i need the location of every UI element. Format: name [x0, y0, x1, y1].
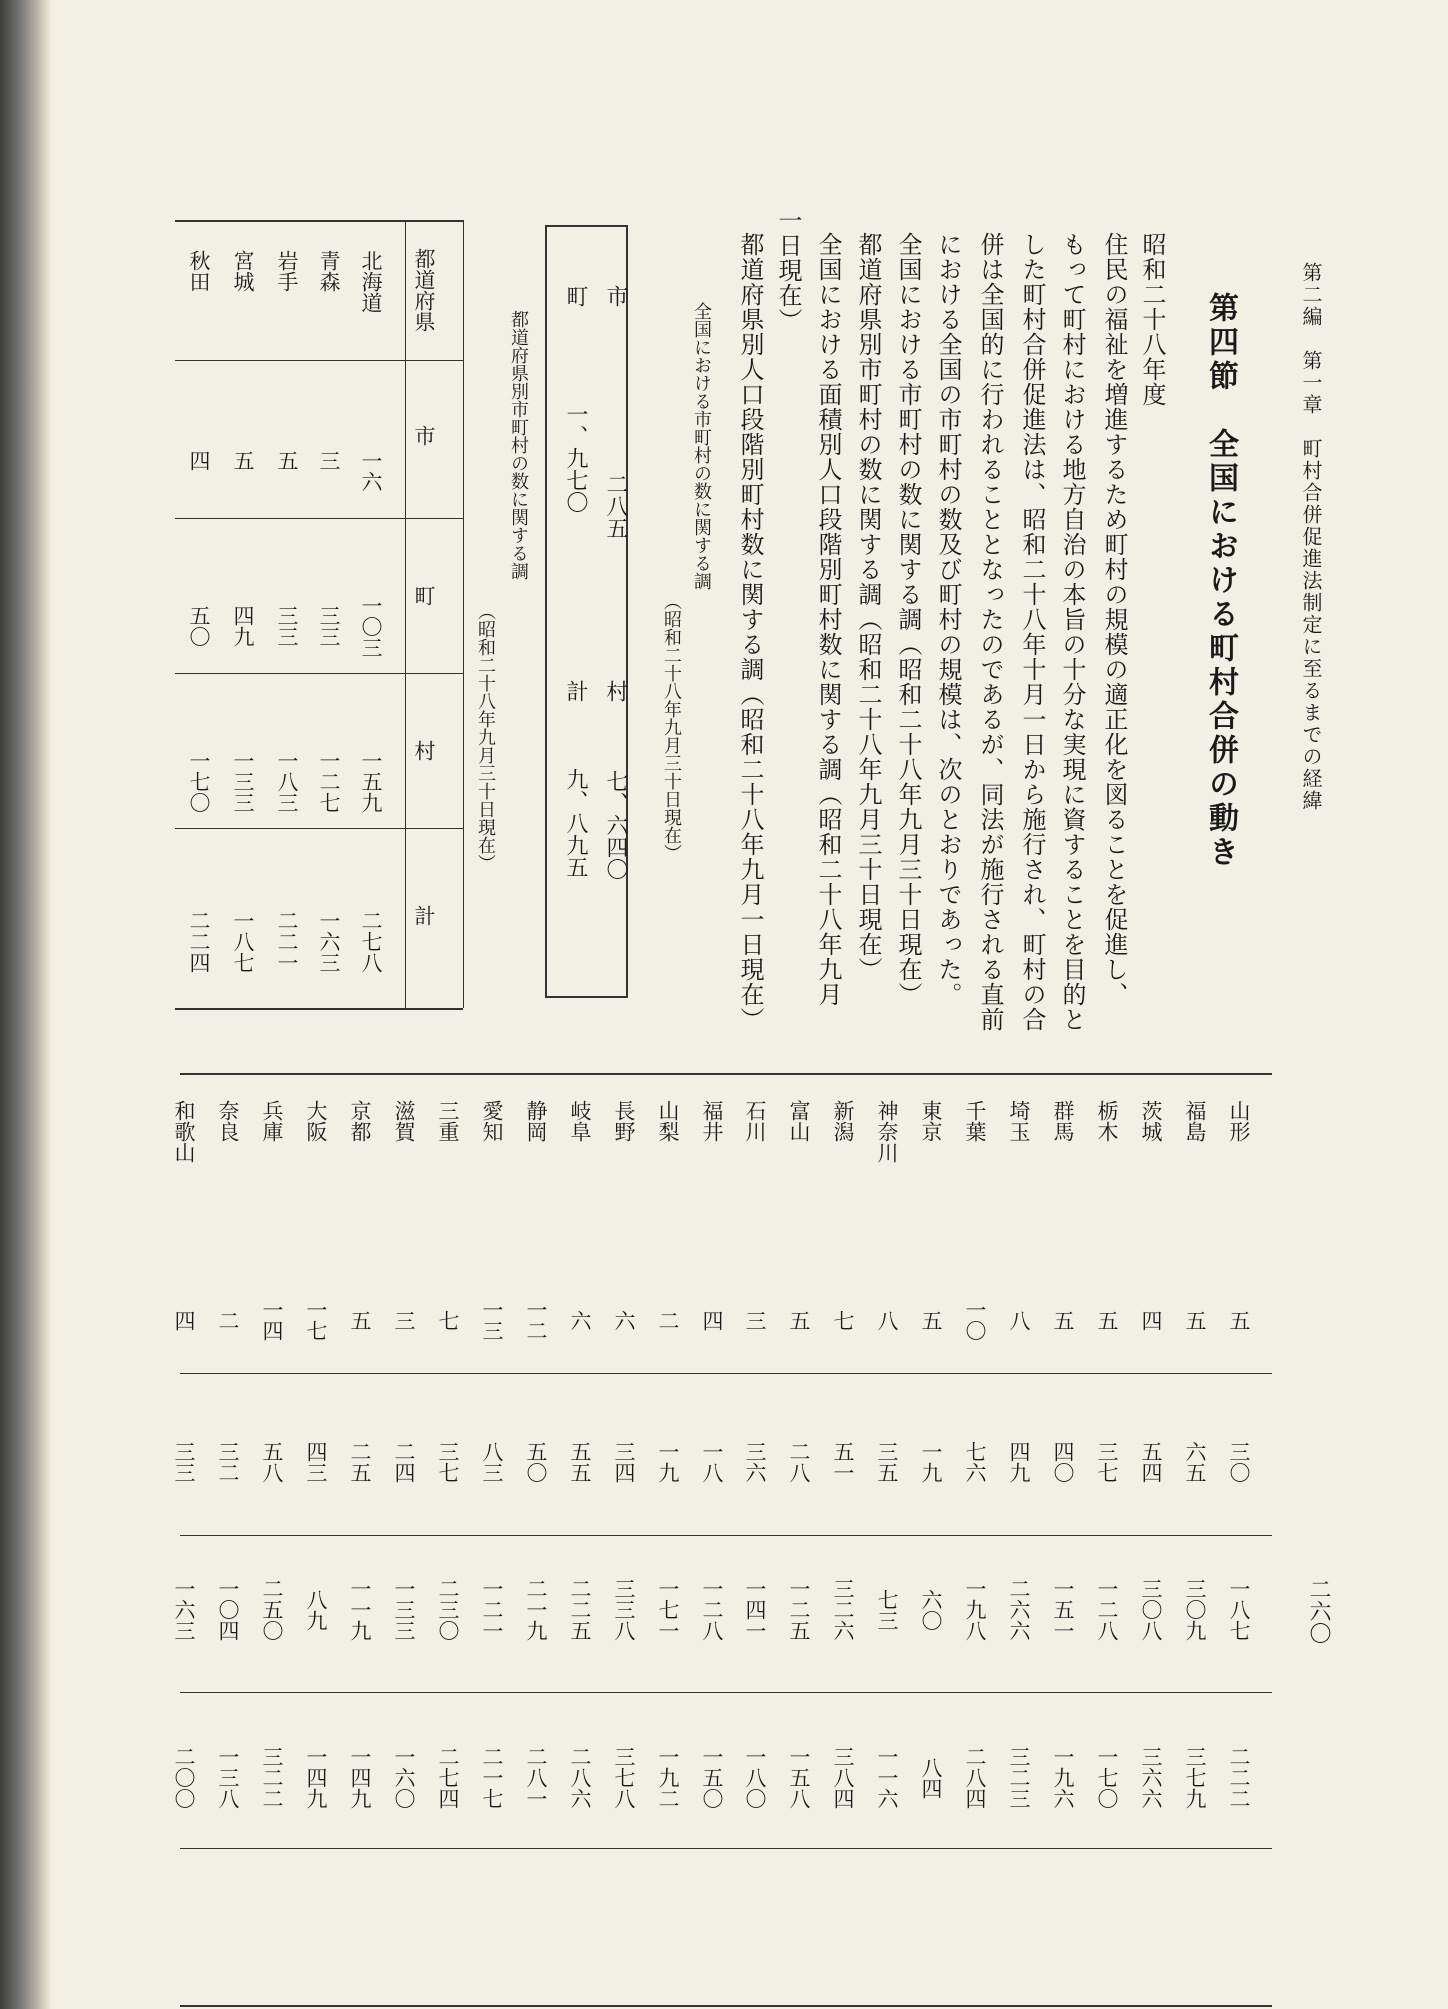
lower-value-cell: 一一九 — [348, 1578, 373, 1641]
lower-value-cell: 一四 — [260, 1299, 285, 1341]
pref-header-divider — [405, 220, 406, 1008]
lower-value-cell: 一三 — [480, 1299, 505, 1341]
lower-pref-name-cell: 岐阜 — [568, 1100, 593, 1142]
lower-value-cell: 四三 — [304, 1441, 329, 1483]
pref-row-rule — [175, 828, 463, 829]
lower-value-cell: 二七四 — [436, 1746, 461, 1809]
pref-value-cell: 一六 — [359, 450, 384, 492]
lower-value-cell: 一五一 — [1051, 1578, 1076, 1641]
pref-row-rule — [175, 360, 463, 361]
lower-value-cell: 二一九 — [524, 1578, 549, 1641]
lower-value-cell: 五八 — [260, 1441, 285, 1483]
lower-value-cell: 二二五 — [568, 1578, 593, 1641]
lower-pref-name-cell: 神奈川 — [875, 1100, 900, 1163]
pref-value-cell: 五 — [275, 450, 300, 471]
lower-value-cell: 七六 — [963, 1441, 988, 1483]
pref-value-cell: 四 — [187, 450, 212, 471]
list-line-3: 全国における面積別人口段階別町村数に関する調（昭和二十八年九月 — [814, 232, 842, 1007]
list-line-2: 都道府県別市町村の数に関する調（昭和二十八年九月三十日現在） — [854, 232, 882, 982]
lower-value-cell: 三七 — [436, 1441, 461, 1483]
book-spine-shadow — [0, 0, 50, 2009]
pref-row-rule — [175, 220, 463, 222]
pref-value-cell: 一〇三 — [359, 595, 384, 658]
lower-value-cell: 五 — [787, 1310, 812, 1331]
lower-row-rule — [180, 1535, 1272, 1536]
lower-value-cell: 一九 — [656, 1441, 681, 1483]
lower-value-cell: 二六六 — [1007, 1578, 1032, 1641]
lower-value-cell: 一二一 — [480, 1578, 505, 1641]
lower-value-cell: 二 — [216, 1310, 241, 1331]
lower-value-cell: 六 — [612, 1310, 637, 1331]
lower-value-cell: 四 — [1139, 1310, 1164, 1331]
lower-pref-name-cell: 石川 — [743, 1100, 768, 1142]
lower-value-cell: 一二五 — [787, 1578, 812, 1641]
lower-row-rule — [180, 1373, 1272, 1374]
list-line-5: 都道府県別人口段階別町村数に関する調（昭和二十八年九月一日現在） — [736, 232, 764, 1032]
lower-value-cell: 一四一 — [743, 1578, 768, 1641]
lower-value-cell: 六五 — [1183, 1441, 1208, 1483]
national-right-rule — [626, 225, 628, 998]
lower-value-cell: 七三 — [875, 1589, 900, 1631]
lower-row-rule — [180, 1692, 1272, 1693]
lower-value-cell: 二八六 — [568, 1746, 593, 1809]
lower-value-cell: 一八 — [700, 1441, 725, 1483]
pref-row-rule — [175, 518, 463, 519]
paragraph-line-2: もって町村における地方自治の本旨の十分な実現に資することを目的と — [1058, 232, 1086, 1032]
pref-value-cell: 二七八 — [359, 910, 384, 973]
lower-value-cell: 三三 — [172, 1441, 197, 1483]
pref-value-cell: 一五九 — [359, 750, 384, 813]
lower-value-cell: 三六 — [743, 1441, 768, 1483]
lower-value-cell: 七 — [436, 1310, 461, 1331]
lower-pref-name-cell: 静岡 — [524, 1100, 549, 1142]
lower-value-cell: 三〇八 — [1139, 1578, 1164, 1641]
page-number: 二六〇 — [1306, 1578, 1331, 1644]
lower-value-cell: 三五 — [875, 1441, 900, 1483]
paragraph-line-1: 住民の福祉を増進するため町村の規模の適正化を図ることを促進し、 — [1100, 232, 1128, 1007]
lower-value-cell: 八九 — [304, 1589, 329, 1631]
pref-value-cell: 一八七 — [231, 910, 256, 973]
lower-row-rule — [180, 1073, 1272, 1075]
pref-row-rule — [175, 1008, 463, 1010]
lower-pref-name-cell: 群馬 — [1051, 1100, 1076, 1142]
lower-value-cell: 三三八 — [612, 1578, 637, 1641]
lower-pref-name-cell: 和歌山 — [172, 1100, 197, 1163]
pref-header-2: 町 — [412, 585, 437, 606]
lower-pref-name-cell: 山形 — [1227, 1100, 1252, 1142]
lower-value-cell: 三四 — [612, 1441, 637, 1483]
lower-value-cell: 二八一 — [524, 1746, 549, 1809]
lower-value-cell: 五 — [1183, 1310, 1208, 1331]
lower-pref-name-cell: 山梨 — [656, 1100, 681, 1142]
lower-value-cell: 四〇 — [1051, 1441, 1076, 1483]
lower-value-cell: 五一 — [831, 1441, 856, 1483]
list-line-4: 一日現在） — [774, 208, 802, 333]
lower-pref-name-cell: 滋賀 — [392, 1100, 417, 1142]
lower-value-cell: 三 — [743, 1310, 768, 1331]
lower-value-cell: 一六三 — [172, 1578, 197, 1641]
pref-name-cell: 秋田 — [187, 250, 212, 292]
lower-value-cell: 五 — [348, 1310, 373, 1331]
lower-value-cell: 二五〇 — [260, 1578, 285, 1641]
lower-value-cell: 三六六 — [1139, 1746, 1164, 1809]
lower-value-cell: 七 — [831, 1310, 856, 1331]
national-top-rule — [547, 225, 627, 227]
lower-pref-name-cell: 福井 — [700, 1100, 725, 1142]
lower-value-cell: 五四 — [1139, 1441, 1164, 1483]
pref-value-cell: 五〇 — [187, 605, 212, 647]
pref-name-cell: 宮城 — [231, 250, 256, 292]
pref-value-cell: 一六三 — [317, 910, 342, 973]
lower-value-cell: 一七一 — [656, 1578, 681, 1641]
national-shi-value: 二八五 — [603, 473, 628, 539]
lower-pref-name-cell: 新潟 — [831, 1100, 856, 1142]
pref-value-cell: 一二七 — [317, 750, 342, 813]
lower-value-cell: 一〇四 — [216, 1578, 241, 1641]
lower-pref-name-cell: 富山 — [787, 1100, 812, 1142]
lower-value-cell: 一三三 — [392, 1578, 417, 1641]
lower-value-cell: 一八〇 — [743, 1746, 768, 1809]
lower-value-cell: 四 — [172, 1310, 197, 1331]
lower-pref-name-cell: 京都 — [348, 1100, 373, 1142]
lower-value-cell: 三二六 — [831, 1578, 856, 1641]
national-son-label: 村 — [603, 680, 628, 702]
lower-value-cell: 五五 — [568, 1441, 593, 1483]
lower-value-cell: 五〇 — [524, 1441, 549, 1483]
lower-value-cell: 八三 — [480, 1441, 505, 1483]
national-cho-value: 一、九七〇 — [563, 403, 588, 513]
lower-value-cell: 一五〇 — [700, 1746, 725, 1809]
national-cho-label: 町 — [563, 285, 588, 307]
lower-pref-name-cell: 栃木 — [1095, 1100, 1120, 1142]
national-table-title: 全国における市町村の数に関する調 — [691, 302, 712, 590]
lower-value-cell: 一七 — [304, 1299, 329, 1341]
lower-value-cell: 五 — [1227, 1310, 1252, 1331]
paragraph-line-3: した町村合併促進法は、昭和二十八年十月一日から施行され、町村の合 — [1018, 232, 1046, 1032]
lower-value-cell: 一二八 — [700, 1578, 725, 1641]
lower-pref-name-cell: 大阪 — [304, 1100, 329, 1142]
pref-value-cell: 二二四 — [187, 910, 212, 973]
paragraph-line-5: における全国の市町村の数及び町村の規模は、次のとおりであった。 — [934, 232, 962, 1007]
pref-name-cell: 青森 — [317, 250, 342, 292]
lower-pref-name-cell: 茨城 — [1139, 1100, 1164, 1142]
lower-pref-name-cell: 奈良 — [216, 1100, 241, 1142]
lower-value-cell: 二二二 — [1227, 1746, 1252, 1809]
lower-value-cell: 二三〇 — [436, 1578, 461, 1641]
lower-value-cell: 一九二 — [656, 1746, 681, 1809]
pref-value-cell: 一八三 — [275, 750, 300, 813]
lower-value-cell: 四 — [700, 1310, 725, 1331]
lower-value-cell: 一二八 — [1095, 1578, 1120, 1641]
lower-value-cell: 一三八 — [216, 1746, 241, 1809]
lower-value-cell: 三二 — [216, 1441, 241, 1483]
national-kei-value: 九、八九五 — [563, 768, 588, 878]
lower-value-cell: 五 — [919, 1310, 944, 1331]
national-son-value: 七、六四〇 — [603, 770, 628, 880]
paragraph-line-4: 併は全国的に行われることとなったのであるが、同法が施行される直前 — [976, 232, 1004, 1032]
lower-value-cell: 一五八 — [787, 1746, 812, 1809]
pref-value-cell: 一三三 — [231, 750, 256, 813]
pref-value-cell: 五 — [231, 450, 256, 471]
lower-value-cell: 三〇 — [1227, 1441, 1252, 1483]
lower-value-cell: 一九六 — [1051, 1746, 1076, 1809]
lower-value-cell: 二四 — [392, 1441, 417, 1483]
lower-value-cell: 八 — [875, 1310, 900, 1331]
lower-pref-name-cell: 千葉 — [963, 1100, 988, 1142]
pref-value-cell: 三三 — [317, 605, 342, 647]
national-table-date: （昭和二十八年九月三十日現在） — [661, 592, 682, 862]
pref-value-cell: 三三 — [275, 605, 300, 647]
lower-pref-name-cell: 東京 — [919, 1100, 944, 1142]
lower-value-cell: 二八 — [787, 1441, 812, 1483]
lower-row-rule — [180, 2005, 1272, 2007]
lower-value-cell: 四九 — [1007, 1441, 1032, 1483]
lower-pref-name-cell: 兵庫 — [260, 1100, 285, 1142]
lower-value-cell: 三七九 — [1183, 1746, 1208, 1809]
lower-value-cell: 五 — [1095, 1310, 1120, 1331]
pref-name-cell: 岩手 — [275, 250, 300, 292]
lower-row-rule — [180, 1848, 1272, 1849]
section-title: 第四節 全国における町村合併の動き — [1203, 292, 1238, 870]
year-heading: 昭和二十八年度 — [1138, 232, 1166, 407]
running-header: 第二編 第一章 町村合併促進法制定に至るまでの経緯 — [1299, 262, 1323, 812]
national-left-rule — [545, 225, 547, 998]
lower-value-cell: 一八七 — [1227, 1578, 1252, 1641]
lower-value-cell: 五 — [1051, 1310, 1076, 1331]
lower-value-cell: 六 — [568, 1310, 593, 1331]
pref-value-cell: 一七〇 — [187, 750, 212, 813]
lower-value-cell: 一二 — [524, 1299, 549, 1341]
lower-value-cell: 一七〇 — [1095, 1746, 1120, 1809]
lower-pref-name-cell: 愛知 — [480, 1100, 505, 1142]
pref-row-rule — [175, 673, 463, 674]
lower-value-cell: 六〇 — [919, 1589, 944, 1631]
lower-value-cell: 三〇九 — [1183, 1578, 1208, 1641]
lower-value-cell: 二一七 — [480, 1746, 505, 1809]
lower-value-cell: 二 — [656, 1310, 681, 1331]
pref-table-date: （昭和二十八年九月三十日現在） — [475, 602, 496, 872]
lower-value-cell: 八 — [1007, 1310, 1032, 1331]
lower-value-cell: 一九八 — [963, 1578, 988, 1641]
lower-value-cell: 一一六 — [875, 1746, 900, 1809]
lower-value-cell: 二五 — [348, 1441, 373, 1483]
pref-value-cell: 四九 — [231, 605, 256, 647]
pref-value-cell: 二二一 — [275, 910, 300, 973]
lower-value-cell: 三七 — [1095, 1441, 1120, 1483]
pref-name-cell: 北海道 — [359, 250, 384, 313]
lower-value-cell: 三二二 — [260, 1746, 285, 1809]
lower-value-cell: 一〇 — [963, 1299, 988, 1341]
lower-pref-name-cell: 福島 — [1183, 1100, 1208, 1142]
lower-value-cell: 三八四 — [831, 1746, 856, 1809]
lower-value-cell: 一四九 — [304, 1746, 329, 1809]
lower-pref-name-cell: 長野 — [612, 1100, 637, 1142]
lower-value-cell: 八四 — [919, 1757, 944, 1799]
pref-table-title: 都道府県別市町村の数に関する調 — [508, 310, 529, 580]
national-shi-label: 市 — [603, 285, 628, 307]
national-kei-label: 計 — [563, 680, 588, 702]
pref-value-cell: 三 — [317, 450, 342, 471]
lower-value-cell: 一九 — [919, 1441, 944, 1483]
lower-value-cell: 一六〇 — [392, 1746, 417, 1809]
lower-value-cell: 二八四 — [963, 1746, 988, 1809]
lower-pref-name-cell: 埼玉 — [1007, 1100, 1032, 1142]
lower-value-cell: 三七八 — [612, 1746, 637, 1809]
pref-header-3: 村 — [412, 740, 437, 761]
lower-pref-name-cell: 三重 — [436, 1100, 461, 1142]
lower-value-cell: 三 — [392, 1310, 417, 1331]
lower-value-cell: 二〇〇 — [172, 1746, 197, 1809]
lower-value-cell: 一四九 — [348, 1746, 373, 1809]
pref-header-label: 都道府県 — [412, 248, 437, 332]
lower-value-cell: 三二三 — [1007, 1746, 1032, 1809]
national-bottom-rule — [547, 996, 627, 998]
list-line-1: 全国における市町村の数に関する調（昭和二十八年九月三十日現在） — [894, 232, 922, 1007]
pref-header-1: 市 — [412, 425, 437, 446]
pref-right-rule — [463, 220, 464, 1008]
pref-header-4: 計 — [412, 905, 437, 926]
